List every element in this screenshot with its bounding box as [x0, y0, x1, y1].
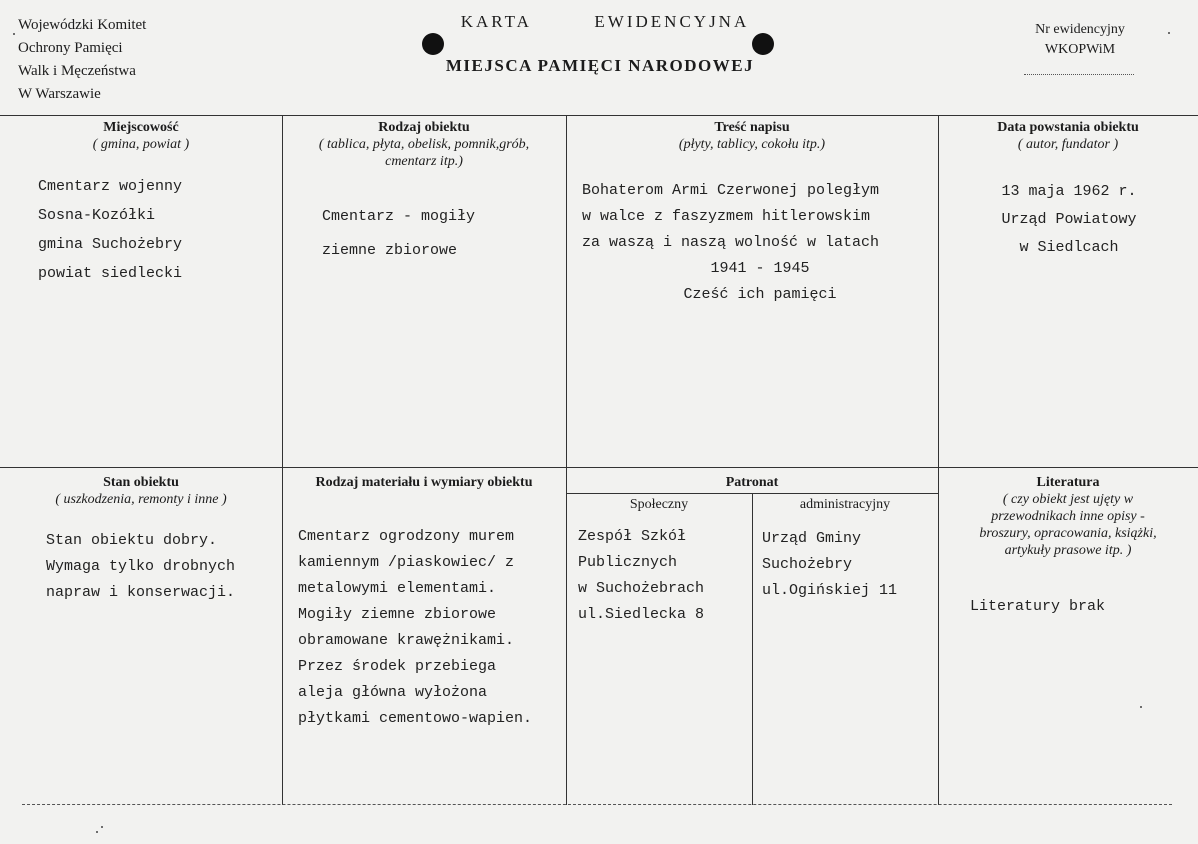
- column-hint: ( gmina, powiat ): [92, 137, 190, 152]
- typed-line: Mogiły ziemne zbiorowe: [298, 606, 497, 623]
- org-line: W Warszawie: [18, 86, 101, 102]
- registry-number-label: Nr ewidencyjny: [1035, 22, 1125, 37]
- typed-line: Publicznych: [578, 554, 678, 571]
- column-hint: artykuły prasowe itp. ): [1004, 543, 1132, 558]
- typed-line: kamiennym /piaskowiec/ z: [298, 554, 515, 571]
- stan-obiektu-text: [46, 528, 235, 606]
- tresc-napisu-text: [582, 178, 938, 308]
- typed-line: ul.Ogińskiej 11: [762, 582, 898, 599]
- scan-speck: [1168, 32, 1170, 34]
- typed-line: napraw i konserwacji.: [46, 584, 236, 601]
- typed-line: 13 maja 1962 r.: [1001, 183, 1137, 200]
- column-label: Miejscowość: [103, 120, 179, 135]
- column-hint: ( autor, fundator ): [1017, 137, 1119, 152]
- column-divider: [566, 115, 567, 805]
- header-administracyjny: [752, 496, 938, 513]
- card-title: [420, 12, 790, 32]
- organization-name: [18, 14, 146, 106]
- header-stan-obiektu: [0, 474, 282, 508]
- table-top-border: [0, 115, 1198, 116]
- column-hint: przewodnikach inne opisy -: [991, 509, 1145, 524]
- header-miejscowosc: [0, 119, 282, 153]
- column-label: Patronat: [725, 475, 779, 490]
- column-label: administracyjny: [799, 497, 891, 512]
- org-line: Walk i Męczeństwa: [18, 63, 136, 79]
- table-middle-border: [0, 467, 1198, 468]
- registry-number-blank: [1024, 64, 1134, 75]
- patronat-spoleczny-text: [578, 524, 704, 628]
- title-word: EWIDENCYJNA: [594, 12, 750, 31]
- header-literatura: [938, 474, 1198, 559]
- typed-line: za waszą i naszą wolność w latach: [582, 234, 880, 251]
- column-label: Literatura: [1036, 475, 1100, 490]
- typed-line: gmina Suchożebry: [38, 236, 183, 253]
- data-powstania-text: [952, 178, 1186, 262]
- scan-speck: [13, 33, 15, 35]
- typed-line: Literatury brak: [970, 598, 1106, 615]
- org-line: Ochrony Pamięci: [18, 40, 123, 56]
- punch-hole-left: [422, 33, 444, 55]
- column-label: Treść napisu: [714, 120, 790, 135]
- typed-line: w walce z faszyzmem hitlerowskim: [582, 208, 871, 225]
- typed-line: Cmentarz ogrodzony murem: [298, 528, 515, 545]
- column-divider: [282, 115, 283, 805]
- typed-line: powiat siedlecki: [38, 265, 183, 282]
- bottom-border: [22, 804, 1172, 805]
- header-rodzaj-materialu: [282, 474, 566, 491]
- typed-line: płytkami cementowo-wapien.: [298, 710, 533, 727]
- registry-org: WKOPWiM: [1044, 42, 1116, 57]
- column-hint: broszury, opracowania, książki,: [979, 526, 1157, 541]
- column-hint: cmentarz itp.): [385, 154, 463, 169]
- typed-line: w Suchożebrach: [578, 580, 705, 597]
- header-patronat: [566, 474, 938, 491]
- typed-line: Cmentarz - mogiły: [322, 208, 476, 225]
- header-tresc-napisu: [566, 119, 938, 153]
- typed-line: Wymaga tylko drobnych: [46, 558, 236, 575]
- typed-line: Urząd Powiatowy: [1001, 211, 1137, 228]
- typed-line: Sosna-Kozółki: [38, 207, 156, 224]
- column-label: Data powstania obiektu: [997, 120, 1139, 135]
- column-hint: (płyty, tablicy, cokołu itp.): [678, 137, 826, 152]
- header-rodzaj-obiektu: [282, 119, 566, 170]
- typed-line: ziemne zbiorowe: [322, 242, 458, 259]
- column-label: Rodzaj materiału i wymiary obiektu: [315, 475, 533, 490]
- registry-number-block: [1000, 20, 1160, 60]
- miejscowosc-text: [38, 172, 182, 288]
- patronat-administracyjny-text: [762, 526, 897, 604]
- typed-line: Urząd Gminy: [762, 530, 862, 547]
- scan-speck: [101, 826, 103, 828]
- column-label: Stan obiektu: [103, 475, 179, 490]
- typed-line: w Siedlcach: [1019, 239, 1119, 256]
- patronat-column-divider: [752, 493, 753, 805]
- typed-line: Zespół Szkół: [578, 528, 687, 545]
- typed-line: Bohaterom Armi Czerwonej poległym: [582, 182, 880, 199]
- org-line: Wojewódzki Komitet: [18, 17, 147, 33]
- card-subtitle: MIEJSCA PAMIĘCI NARODOWEJ: [445, 56, 755, 75]
- typed-line: Cmentarz wojenny: [38, 178, 183, 195]
- typed-line: Cześć ich pamięci: [683, 286, 837, 303]
- header-spoleczny: [566, 496, 752, 513]
- typed-line: 1941 - 1945: [710, 260, 810, 277]
- scan-speck: [1140, 706, 1142, 708]
- header-data-powstania: [938, 119, 1198, 153]
- typed-line: Stan obiektu dobry.: [46, 532, 218, 549]
- typed-line: aleja główna wyłożona: [298, 684, 488, 701]
- literatura-text: [970, 596, 1105, 618]
- typed-line: metalowymi elementami.: [298, 580, 497, 597]
- column-label: Rodzaj obiektu: [378, 120, 470, 135]
- rodzaj-obiektu-text: [322, 200, 475, 268]
- column-label: Społeczny: [629, 497, 689, 512]
- typed-line: Suchożebry: [762, 556, 853, 573]
- column-hint: ( uszkodzenia, remonty i inne ): [55, 492, 227, 507]
- typed-line: Przez środek przebiega: [298, 658, 497, 675]
- column-hint: ( czy obiekt jest ujęty w: [1002, 492, 1134, 507]
- title-word: KARTA: [460, 12, 532, 31]
- punch-hole-right: [752, 33, 774, 55]
- column-hint: ( tablica, płyta, obelisk, pomnik,grób,: [318, 137, 530, 152]
- typed-line: ul.Siedlecka 8: [578, 606, 705, 623]
- typed-line: obramowane krawężnikami.: [298, 632, 515, 649]
- column-divider: [938, 115, 939, 805]
- scan-speck: [96, 831, 98, 833]
- rodzaj-materialu-text: [298, 524, 532, 732]
